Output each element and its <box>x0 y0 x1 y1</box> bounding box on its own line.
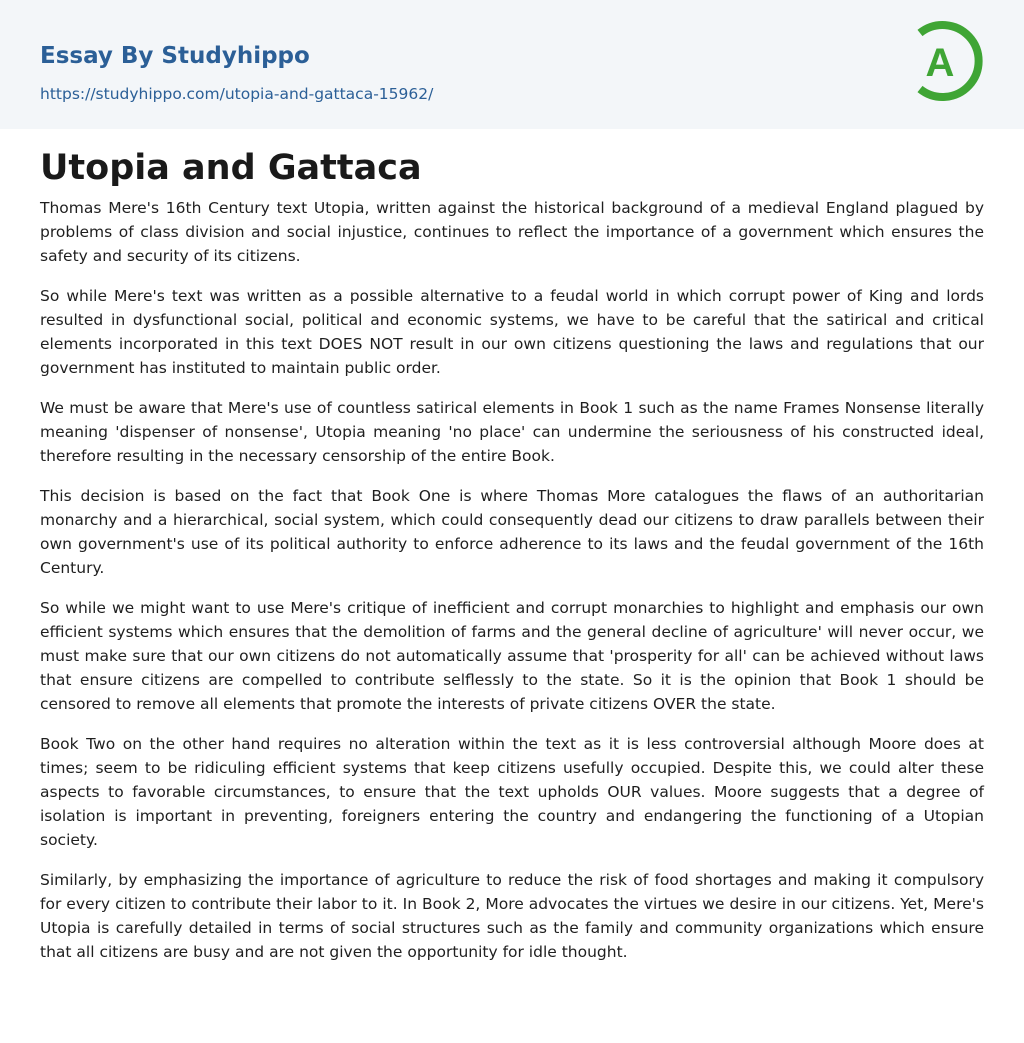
article-paragraph: Similarly, by emphasizing the importance of agriculture to reduce the risk of food shortages and making it compulsory for every citizen to contribute their labor to it. In Book 2, More advocates the virtues we desire in our citizens. Yet, Mere's Utopia is carefully detailed in terms of social structures such as the family and community organizations which ensure that all citizens are busy and are not given the opportunity for idle thought. <box>40 871 984 961</box>
site-brand[interactable]: Essay By Studyhippo <box>40 43 310 69</box>
site-header <box>0 0 1024 129</box>
article-title: Utopia and Gattaca <box>40 148 422 188</box>
article-paragraph: Thomas Mere's 16th Century text Utopia, written against the historical background of a medieval England plagued by problems of class division and social injustice, continues to reflect the importance of a government which ensures the safety and security of its citizens. <box>40 199 984 265</box>
article-paragraph: So while Mere's text was written as a possible alternative to a feudal world in which corrupt power of King and lords resulted in dysfunctional social, political and economic systems, we have to be careful that the satirical and critical elements incorporated in this text DOES NOT result in our own citizens questioning the laws and regulations that our government has instituted to maintain public order. <box>40 287 984 377</box>
source-url-link[interactable]: https://studyhippo.com/utopia-and-gattaca-15962/ <box>40 85 434 103</box>
article-paragraph: We must be aware that Mere's use of countless satirical elements in Book 1 such as the name Frames Nonsense literally meaning 'dispenser of nonsense', Utopia meaning 'no place' can undermine the seriousness of his constructed ideal, therefore resulting in the necessary censorship of the entire Book. <box>40 399 984 465</box>
article <box>40 146 984 980</box>
logo-letter: A <box>925 41 955 85</box>
article-paragraph: So while we might want to use Mere's critique of inefficient and corrupt monarchies to highlight and emphasis our own efficient systems which ensures that the demolition of farms and the general decline of agriculture' will never occur, we must make sure that our own citizens do not automatically assume that 'prosperity for all' can be achieved without laws that ensure citizens are compelled to contribute selflessly to the state. So it is the opinion that Book 1 should be censored to remove all elements that promote the interests of private citizens OVER the state. <box>40 599 984 713</box>
studyhippo-logo-icon[interactable] <box>898 16 988 106</box>
article-paragraph: Book Two on the other hand requires no alteration within the text as it is less controversial although Moore does at times; seem to be ridiculing efficient systems that keep citizens usefully occupied. Despite this, we could alter these aspects to favorable circumstances, to ensure that the text upholds OUR values. Moore suggests that a degree of isolation is important in preventing, foreigners entering the country and endangering the functioning of a Utopian society. <box>40 735 984 849</box>
article-paragraph: This decision is based on the fact that Book One is where Thomas More catalogues the flaws of an authoritarian monarchy and a hierarchical, social system, which could consequently dead our citizens to draw parallels between their own government's use of its political authority to enforce adherence to its laws and the feudal government of the 16th Century. <box>40 487 984 577</box>
